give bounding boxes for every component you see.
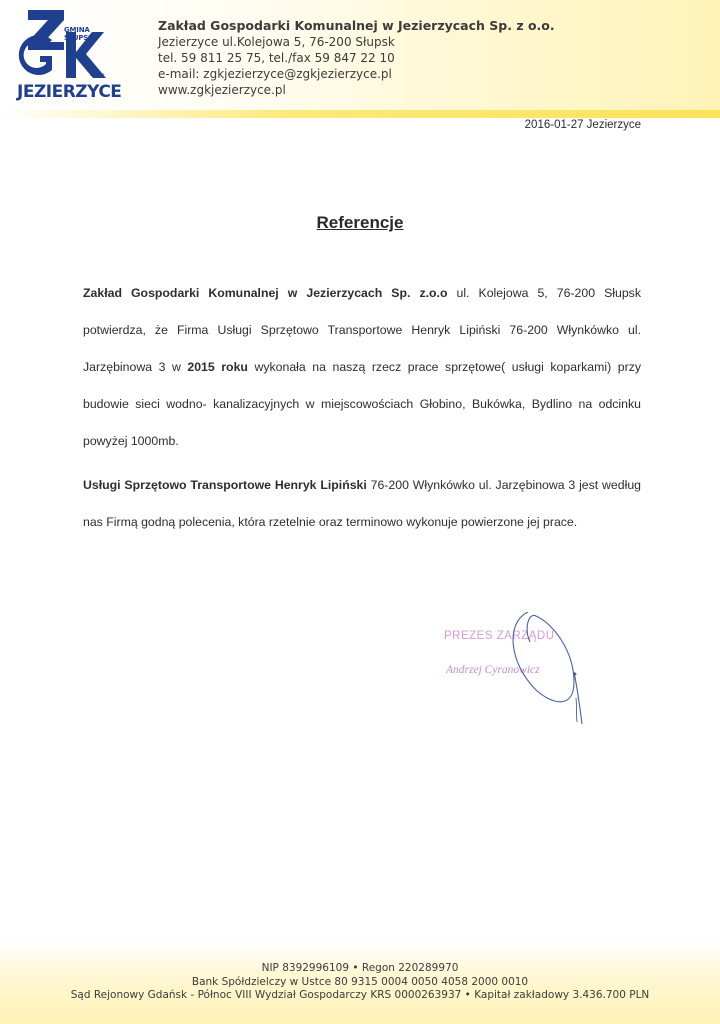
- company-name-bold: Zakład Gospodarki Komunalnej w Jezierzycach Sp. z.o.o: [83, 286, 448, 300]
- stamp-name: Andrzej Cyranowicz: [446, 664, 540, 676]
- logo-small-print: spaaaa: [90, 72, 105, 77]
- handwritten-signature: [436, 612, 606, 727]
- president-stamp: [436, 612, 606, 722]
- paragraph2-text: 76-200 Włynkówko ul. Jarzębinowa 3 jest według nas Firmą godną polecenia, która rzetelnie oraz terminowo wykonuje powierzone jej prace.: [83, 478, 641, 529]
- paragraph1-text-b: wykonała na naszą rzecz prace sprzętowe( usługi koparkami) przy budowie sieci wodno- kanalizacyjnych w miejscowościach Głobino, Bukówka, Bydlino na odcinku powyżej 1000mb.: [83, 360, 641, 448]
- paragraph1-text-a: ul. Kolejowa 5, 76-200 Słupsk potwierdza, że Firma Usługi Sprzętowo Transportowe Henryk Lipiński 76-200 Włynkówko ul. Jarzębinowa 3 w: [83, 286, 641, 374]
- company-website[interactable]: www.zgkjezierzyce.pl: [158, 83, 286, 97]
- footer-court-capital: Sąd Rejonowy Gdańsk - Północ VIII Wydział Gospodarczy KRS 0000263937 • Kapitał zakładowy 3.436.700 PLN: [70, 989, 650, 1001]
- company-details: [158, 18, 698, 98]
- footer-tax-ids: NIP 8392996109 • Regon 220289970: [261, 962, 459, 974]
- company-address: Jezierzyce ul.Kolejowa 5, 76-200 Słupsk: [158, 35, 395, 49]
- document-title: Referencje: [316, 213, 404, 232]
- reference-paragraph-1: [83, 275, 641, 460]
- year-bold: 2015 roku: [187, 360, 248, 374]
- company-name: Zakład Gospodarki Komunalnej w Jezierzycach Sp. z o.o.: [158, 18, 555, 33]
- contractor-name-bold: Usługi Sprzętowo Transportowe Henryk Lipiński: [83, 478, 367, 492]
- company-logo: [14, 6, 122, 102]
- company-email[interactable]: e-mail: zgkjezierzyce@zgkjezierzyce.pl: [158, 67, 392, 81]
- footer-bank: Bank Spółdzielczy w Ustce 80 9315 0004 0050 4058 2000 0010: [191, 975, 529, 988]
- reference-paragraph-2: [83, 467, 641, 541]
- stamp-role: PREZES ZARZĄDU: [444, 630, 555, 642]
- logo-name: JEZIERZYCE: [17, 82, 122, 102]
- letter-date: 2016-01-27 Jezierzyce: [524, 119, 641, 131]
- company-footer: [0, 962, 720, 1003]
- company-phone: tel. 59 811 25 75, tel./fax 59 847 22 10: [158, 51, 395, 65]
- logo-subtitle: GMINA SŁUPSK: [64, 26, 94, 42]
